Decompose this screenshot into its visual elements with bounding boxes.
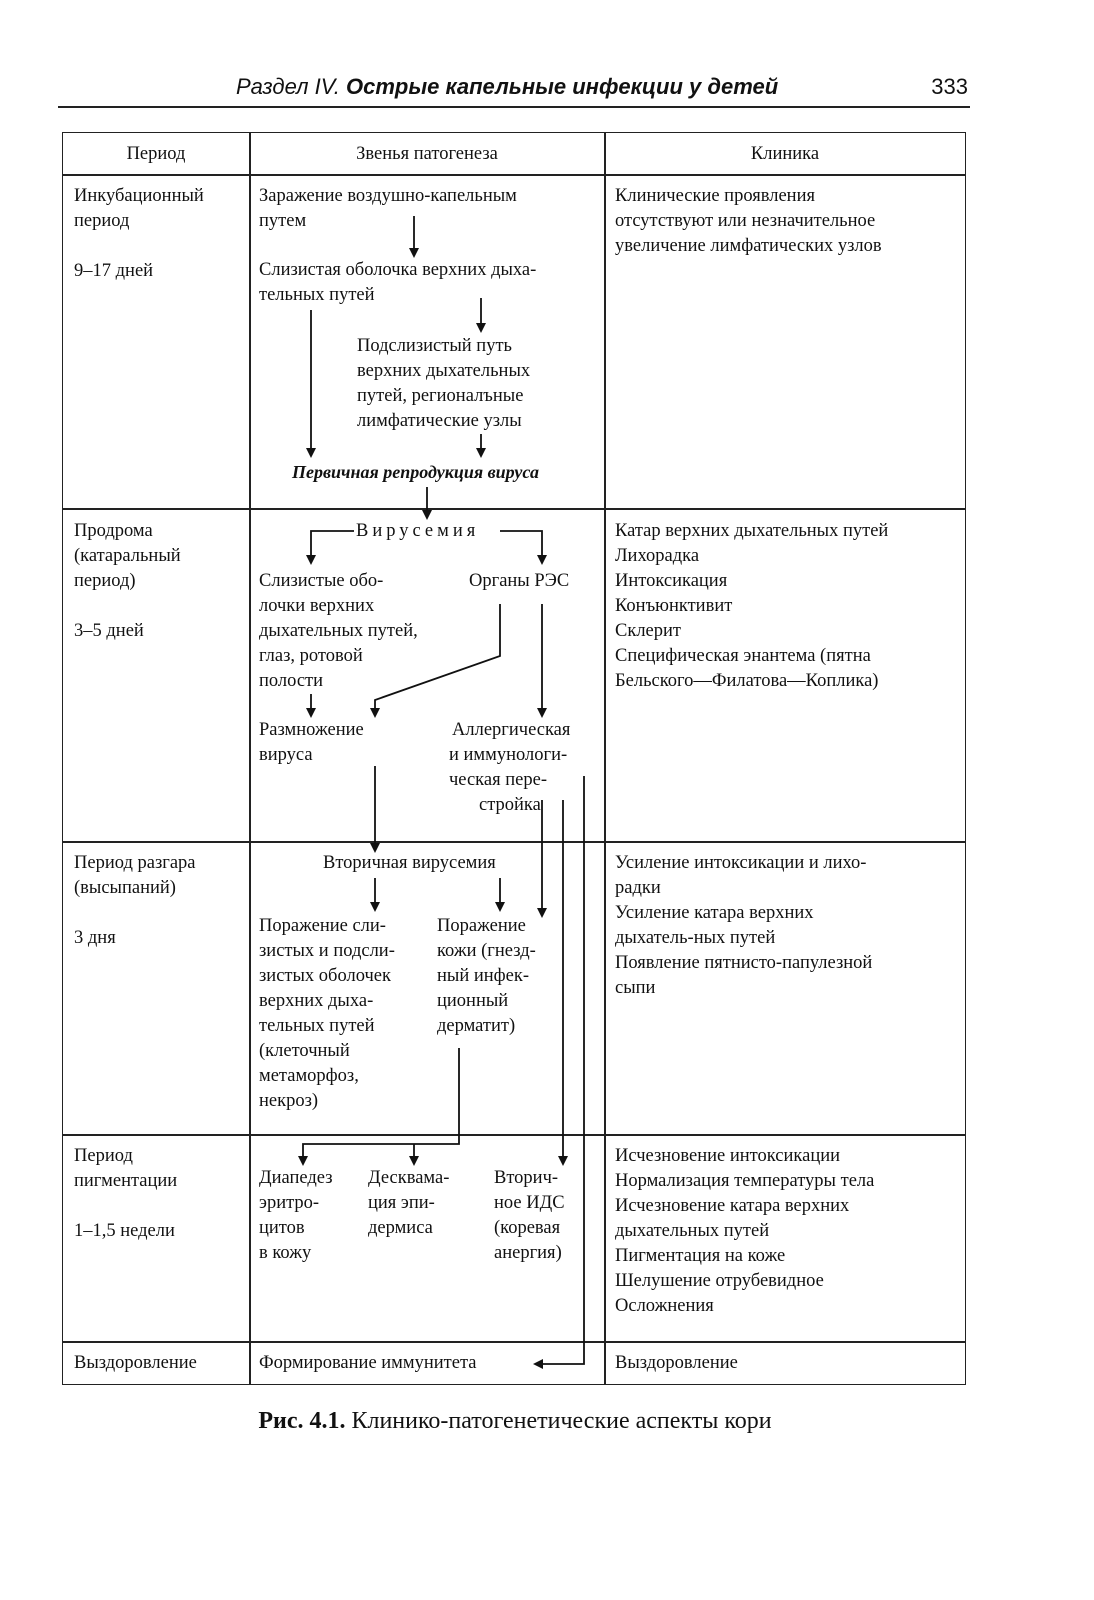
column-header-clinic: Клиника — [750, 144, 820, 164]
arrow-viremia-to-res — [500, 531, 542, 563]
duration-peak: 3 дня — [74, 928, 116, 948]
node-immunity: Формирование иммунитета — [259, 1353, 477, 1373]
figure-title: Клинико-патогенетические аспекты кори — [351, 1408, 772, 1434]
figure-label: Рис. 4.1. — [258, 1408, 346, 1434]
section-title: Острые капельные инфекции у детей — [345, 74, 779, 99]
duration-incubation: 9–17 дней — [74, 261, 154, 281]
section-label: Раздел IV. — [236, 74, 340, 99]
arrow-skin-to-diapedesis — [303, 1048, 459, 1164]
node-secondary-viremia: Вторичная вирусемия — [323, 853, 496, 873]
page-number: 333 — [931, 74, 968, 99]
column-header-pathogenesis: Звенья патогенеза — [356, 144, 498, 164]
arrow-res-to-reproduction — [375, 604, 500, 716]
node-viremia: Вирусемия — [354, 519, 481, 544]
duration-pigmentation: 1–1,5 недели — [74, 1221, 175, 1241]
node-res-organs: Органы РЭС — [469, 571, 570, 591]
column-header-period: Период — [126, 144, 186, 164]
figure-caption — [0, 1408, 1030, 1435]
clinic-recovery: Выздоровление — [615, 1353, 738, 1373]
node-primary-reproduction: Первичная репродукция вируса — [292, 462, 539, 482]
period-recovery: Выздоровление — [74, 1353, 197, 1373]
duration-prodrome: 3–5 дней — [74, 621, 144, 641]
arrow-viremia-to-mucous — [311, 531, 354, 563]
